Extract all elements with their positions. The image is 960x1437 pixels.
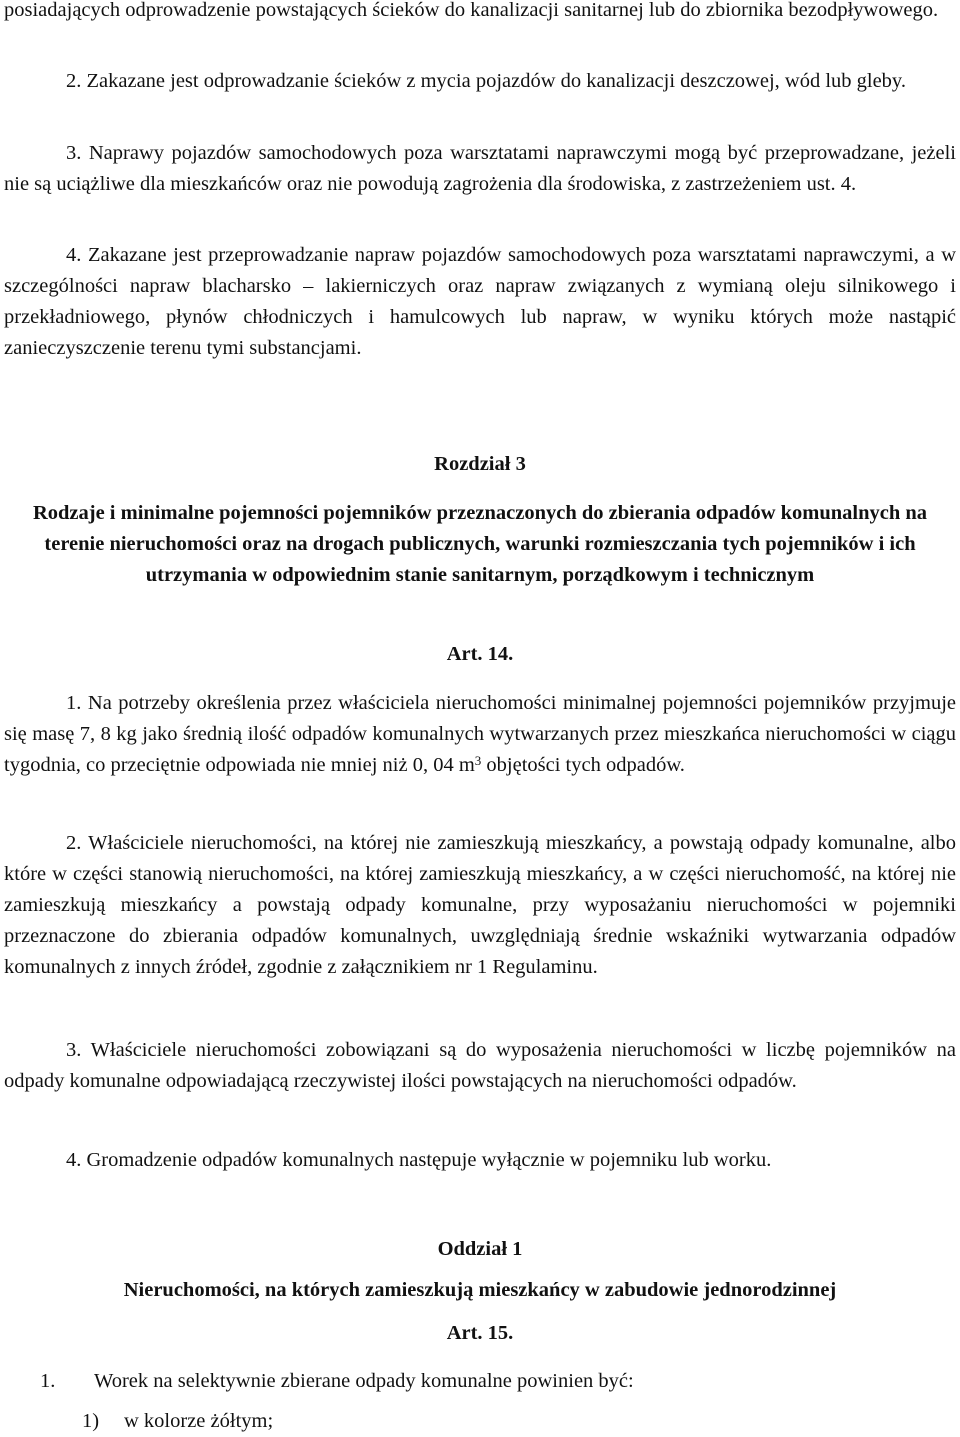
article-14-paragraph-1 [4, 688, 956, 781]
division-title: Oddział 1 [437, 1238, 523, 1260]
article-14-paragraph-3: 3. Właściciele nieruchomości zobowiązani są do wyposażenia nieruchomości w liczbę pojemników na odpady komunalne odpowiadającą rzeczywistej ilości powstających na nieruchomości odpadów. [4, 1039, 956, 1092]
sublist-item-text: w kolorze żółtym; [124, 1410, 274, 1432]
list-item-number: 1. [40, 1370, 56, 1392]
article-14-paragraph-4: 4. Gromadzenie odpadów komunalnych następuje wyłącznie w pojemniku lub worku. [66, 1149, 772, 1171]
chapter-subtitle: Rodzaje i minimalne pojemności pojemników przeznaczonych do zbierania odpadów komunalnych na terenie nieruchomości oraz na drogach publicznych, warunki rozmieszczania tych pojemników i ich utrzymania w odpowiednim stanie sanitarnym, porządkowym i technicznym [32, 502, 928, 586]
chapter-title: Rozdział 3 [434, 453, 526, 475]
article-14-title: Art. 14. [446, 643, 514, 665]
paragraph-4: 4. Zakazane jest przeprowadzanie napraw pojazdów samochodowych poza warsztatami naprawczymi, a w szczególności napraw blacharsko – lakierniczych oraz napraw związanych z wymianą oleju silnikowego i przekładniowego, płynów chłodniczych i hamulcowych lub napraw, w wyniku których może nastąpić zanieczyszczenie terenu tymi substancjami. [4, 244, 956, 359]
article-14-paragraph-1-end: objętości tych odpadów. [481, 754, 685, 776]
article-14-paragraph-2: 2. Właściciele nieruchomości, na której nie zamieszkują mieszkańcy, a powstają odpady komunalne, albo które w części stanowią nieruchomości, na której zamieszkują mieszkańcy, a w części nieruchomość, na której nie zamieszkują mieszkańcy a powstają odpady komunalne, przy wyposażaniu nieruchomości w pojemniki przeznaczone do zbierania odpadów komunalnych, uwzględniają średnie wskaźniki wytwarzania odpadów komunalnych z innych źródeł, zgodnie z załącznikiem nr 1 Regulaminu. [4, 832, 956, 978]
paragraph-3: 3. Naprawy pojazdów samochodowych poza warsztatami naprawczymi mogą być przeprowadzane, jeżeli nie są uciążliwe dla mieszkańców oraz nie powodują zagrożenia dla środowiska, z zastrzeżeniem ust. 4. [4, 142, 956, 195]
paragraph-intro: posiadających odprowadzenie powstających ścieków do kanalizacji sanitarnej lub do zbiornika bezodpływowego. [4, 0, 939, 21]
paragraph-2: 2. Zakazane jest odprowadzanie ścieków z mycia pojazdów do kanalizacji deszczowej, wód lub gleby. [66, 70, 906, 92]
superscript-exponent: 3 [474, 753, 482, 768]
article-14-paragraph-1-text: 1. Na potrzeby określenia przez właściciela nieruchomości minimalnej pojemności pojemników przyjmuje się masę 7, 8 kg jako średnią ilość odpadów komunalnych wytwarzanych przez mieszkańca nieruchomości w ciągu tygodnia, co przeciętnie odpowiada nie mniej niż 0, 04 m [4, 692, 956, 776]
division-subtitle: Nieruchomości, na których zamieszkują mieszkańcy w zabudowie jednorodzinnej [123, 1279, 837, 1301]
list-item-text: Worek na selektywnie zbierane odpady komunalne powinien być: [94, 1370, 634, 1392]
sublist-item-number: 1) [82, 1410, 100, 1432]
article-15-title: Art. 15. [446, 1322, 514, 1344]
